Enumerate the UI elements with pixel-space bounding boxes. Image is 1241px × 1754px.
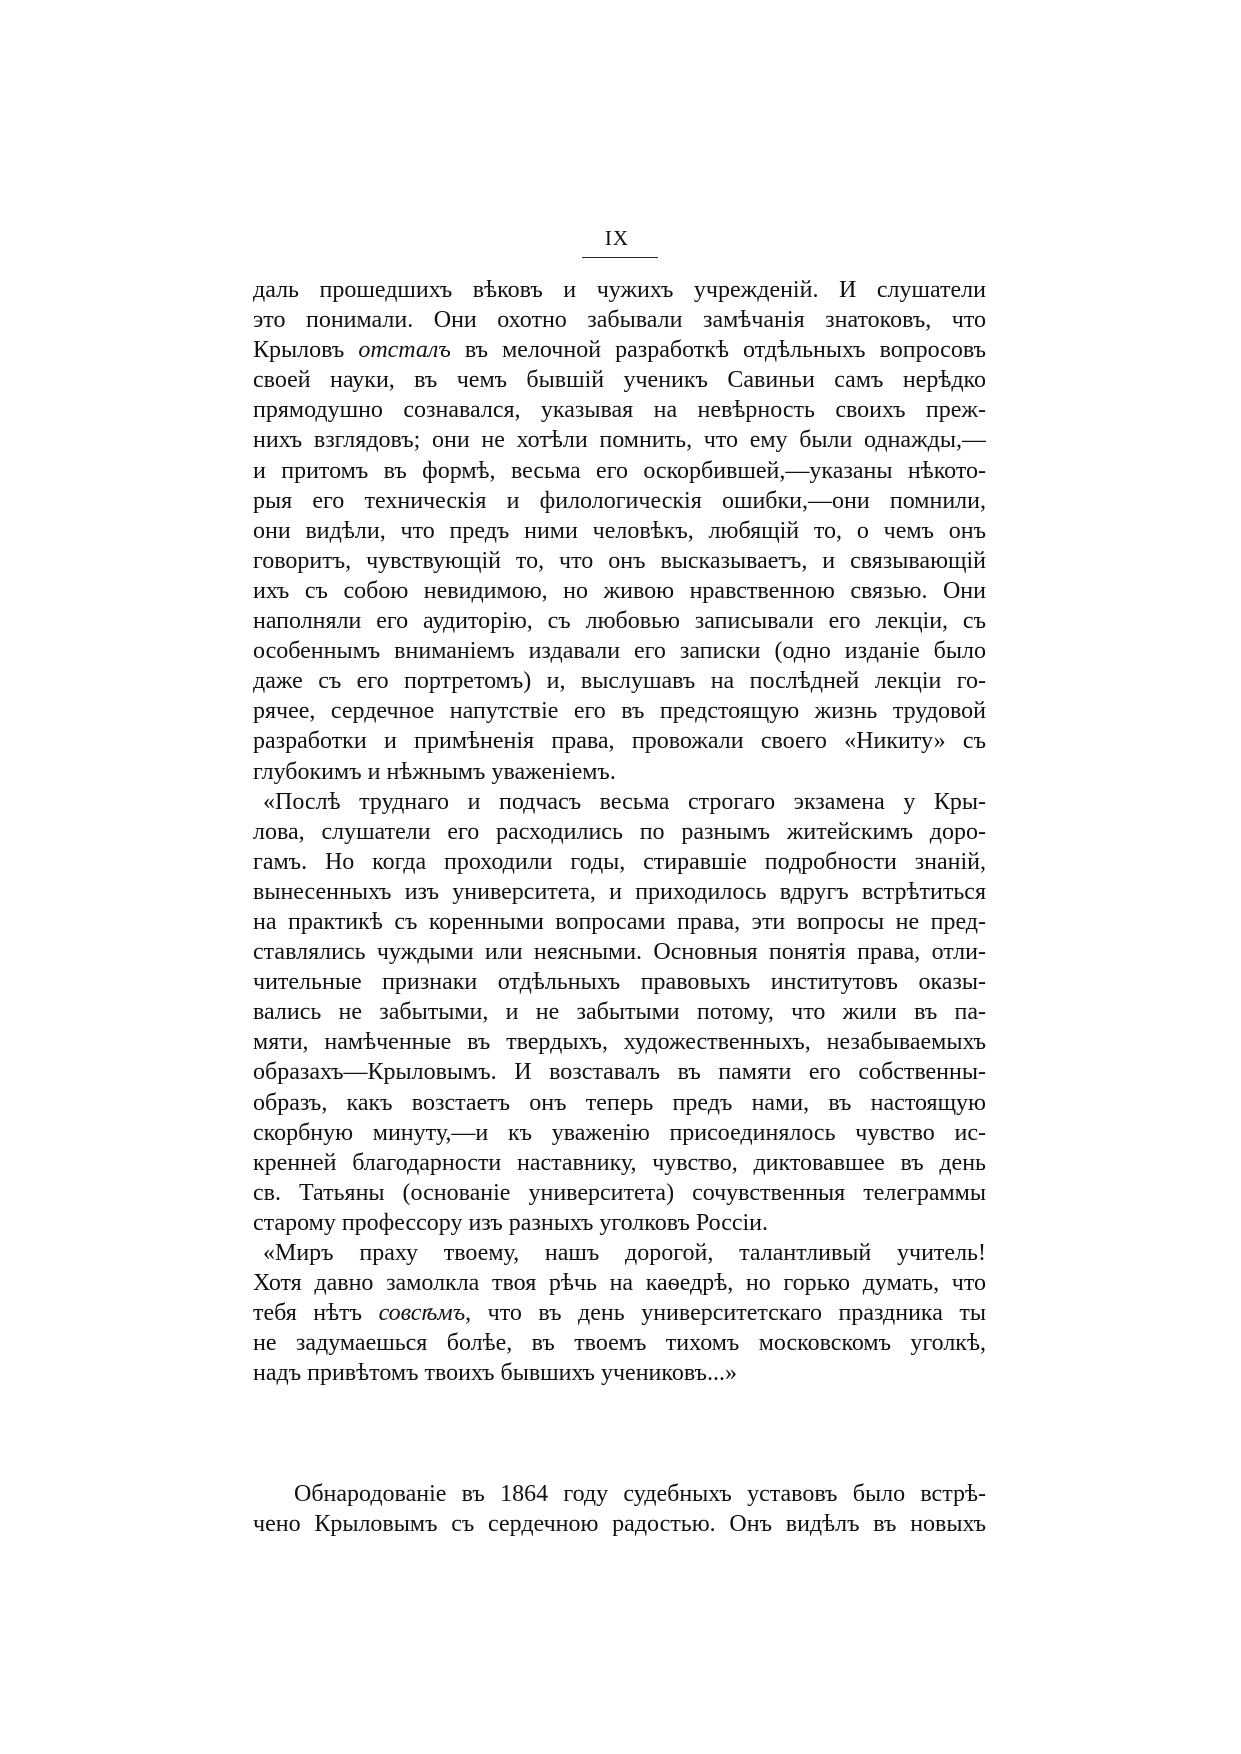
text-line: и притомъ въ формѣ, весьма его оскорбившей,—указаны нѣкото- [253, 457, 986, 484]
text-line: наполняли его аудиторію, съ любовью записывали его лекціи, съ [253, 608, 986, 635]
text-line: особеннымъ вниманіемъ издавали его записки (одно изданіе было [253, 638, 986, 665]
text-line: прямодушно сознавался, указывая на невѣрность своихъ преж- [253, 397, 986, 424]
text-line: чительные признаки отдѣльныхъ правовыхъ институтовъ оказы- [253, 969, 986, 996]
italic-word: отсталъ [358, 337, 451, 364]
text-line: скорбную минуту,—и къ уваженію присоединялось чувство ис- [253, 1119, 986, 1146]
text-line: не задумаешься болѣе, въ твоемъ тихомъ московскомъ уголкѣ, [253, 1330, 986, 1357]
text-line: ихъ съ собою невидимою, но живою нравственною связью. Они [253, 577, 986, 604]
text-line: «Послѣ труднаго и подчасъ весьма строгаго экзамена у Кры- [263, 788, 986, 815]
text-line: своей науки, въ чемъ бывшій ученикъ Савиньи самъ нерѣдко [253, 367, 986, 394]
text-line: тебя нѣтъ совсѣмъ, что въ день университетскаго праздника ты [253, 1300, 986, 1327]
text-line: ставлялись чуждыми или неясными. Основныя понятія права, отли- [253, 939, 986, 966]
text-line: надъ привѣтомъ твоихъ бывшихъ учениковъ...» [253, 1360, 737, 1387]
italic-word: совсѣмъ [378, 1300, 466, 1327]
text-line: св. Татьяны (основаніе университета) сочувственныя телеграммы [253, 1179, 986, 1206]
text-line: нихъ взглядовъ; они не хотѣли помнить, что ему были однажды,— [253, 427, 986, 454]
text-line: это понимали. Они охотно забывали замѣчанія знатоковъ, что [253, 307, 986, 334]
text-line: мяти, намѣченные въ твердыхъ, художественныхъ, незабываемыхъ [253, 1029, 986, 1056]
text-line: на практикѣ съ коренными вопросами права, эти вопросы не пред- [253, 908, 986, 935]
text-line: вались не забытыми, и не забытыми потому, что жили въ па- [253, 999, 986, 1026]
text-line: вынесенныхъ изъ университета, и приходилось вдругъ встрѣтиться [253, 878, 986, 905]
text-line: рыя его техническія и филологическія ошибки,—они помнили, [253, 487, 986, 514]
text-line: даль прошедшихъ вѣковъ и чужихъ учрежденій. И слушатели [253, 277, 986, 303]
closing-paragraph [253, 1479, 986, 1539]
text-line: разработки и примѣненія права, провожали своего «Никиту» съ [253, 728, 986, 755]
text-line: гамъ. Но когда проходили годы, стиравшіе подробности знаній, [253, 848, 986, 875]
text-line: глубокимъ и нѣжнымъ уваженіемъ. [253, 758, 616, 785]
text-line: кренней благодарности наставнику, чувство, диктовавшее въ день [253, 1149, 986, 1176]
page-number: IX [604, 226, 630, 250]
text-line: говоритъ, чувствующій то, что онъ высказываетъ, и связывающій [253, 547, 986, 574]
text-line: они видѣли, что предъ ними человѣкъ, любящій то, о чемъ онъ [253, 517, 986, 544]
main-text [253, 275, 986, 1388]
text-line: Хотя давно замолкла твоя рѣчь на каѳедрѣ, но горько думать, что [253, 1270, 986, 1297]
text-line: лова, слушатели его расходились по разнымъ житейскимъ доро- [253, 818, 986, 845]
page-number-rule [582, 257, 658, 258]
text-line: старому профессору изъ разныхъ уголковъ Россіи. [253, 1209, 769, 1236]
text-line: «Миръ праху твоему, нашъ дорогой, талантливый учитель! [263, 1240, 986, 1266]
text-line: Обнародованіе въ 1864 году судебныхъ уставовъ было встрѣ- [294, 1481, 986, 1507]
text-line: Крыловъ отсталъ въ мелочной разработкѣ отдѣльныхъ вопросовъ [253, 337, 986, 364]
text-line: рячее, сердечное напутствіе его въ предстоящую жизнь трудовой [253, 698, 986, 725]
text-line: чено Крыловымъ съ сердечною радостью. Онъ видѣлъ въ новыхъ [253, 1511, 986, 1538]
text-line: образахъ—Крыловымъ. И возставалъ въ памяти его собственны- [253, 1059, 986, 1086]
text-line: образъ, какъ возстаетъ онъ теперь предъ нами, въ настоящую [253, 1089, 986, 1116]
text-line: даже съ его портретомъ) и, выслушавъ на послѣдней лекціи го- [253, 668, 986, 695]
